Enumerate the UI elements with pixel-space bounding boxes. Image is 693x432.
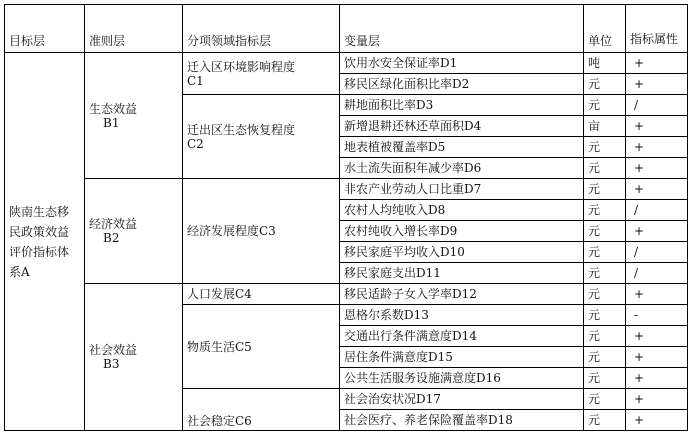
table-row — [5, 53, 688, 74]
header-criterion: 准则层 — [85, 5, 183, 53]
variable-cell: 耕地面积比率D3 — [340, 95, 584, 116]
criterion-label: 生态效益 — [89, 101, 138, 116]
criterion-label: 经济效益 — [89, 217, 138, 231]
unit-cell: 元 — [584, 389, 626, 410]
unit-cell: 元 — [584, 410, 626, 431]
attribute-cell: / — [626, 200, 688, 221]
sub-c5 — [183, 305, 340, 389]
unit-cell: 元 — [584, 368, 626, 389]
criterion-label: 社会效益 — [89, 343, 138, 357]
sub-label: 物质生活C5 — [187, 339, 252, 354]
unit-cell: 元 — [584, 179, 626, 200]
attribute-cell: - — [626, 305, 688, 326]
attribute-cell: + — [626, 389, 688, 410]
criterion-b1 — [85, 53, 183, 179]
unit-cell: 元 — [584, 263, 626, 284]
variable-cell: 公共生活服务设施满意度D16 — [340, 368, 584, 389]
attribute-cell: + — [626, 158, 688, 179]
attribute-cell: + — [626, 221, 688, 242]
attribute-cell: + — [626, 347, 688, 368]
variable-cell: 交通出行条件满意度D14 — [340, 326, 584, 347]
criterion-b2 — [85, 179, 183, 284]
unit-cell: 元 — [584, 284, 626, 305]
attribute-cell: / — [626, 263, 688, 284]
variable-cell: 社会治安状况D17 — [340, 389, 584, 410]
criterion-code: B3 — [103, 357, 120, 371]
attribute-cell: + — [626, 410, 688, 431]
variable-cell: 新增退耕还林还草面积D4 — [340, 116, 584, 137]
table-row — [5, 284, 688, 305]
header-variable: 变量层 — [340, 5, 584, 53]
unit-cell: 元 — [584, 221, 626, 242]
header-sub-indicator: 分项领域指标层 — [183, 5, 340, 53]
attribute-cell: / — [626, 95, 688, 116]
goal-cell: 陕南生态移民政策效益评价指标体系A — [5, 53, 85, 431]
header-unit: 单位 — [584, 5, 626, 53]
attribute-cell: + — [626, 368, 688, 389]
sub-c2 — [183, 95, 340, 179]
unit-cell: 元 — [584, 242, 626, 263]
variable-cell: 非农产业劳动人口比重D7 — [340, 179, 584, 200]
variable-cell: 饮用水安全保证率D1 — [340, 53, 584, 74]
sub-c4 — [183, 284, 340, 305]
attribute-cell: + — [626, 74, 688, 95]
header-goal: 目标层 — [5, 5, 85, 53]
variable-cell: 移民家庭平均收入D10 — [340, 242, 584, 263]
unit-cell: 吨 — [584, 53, 626, 74]
criterion-b3 — [85, 284, 183, 431]
sub-label: 迁出区生态恢复程度 — [187, 122, 296, 137]
attribute-cell: + — [626, 284, 688, 305]
unit-cell: 元 — [584, 74, 626, 95]
unit-cell: 元 — [584, 347, 626, 368]
sub-code: C1 — [187, 73, 204, 88]
attribute-cell: / — [626, 242, 688, 263]
variable-cell: 农村纯收入增长率D9 — [340, 221, 584, 242]
sub-c6 — [183, 389, 340, 431]
attribute-cell: + — [626, 53, 688, 74]
sub-label: 经济发展程度C3 — [187, 224, 276, 238]
unit-cell: 元 — [584, 158, 626, 179]
variable-cell: 移民区绿化面积比率D2 — [340, 74, 584, 95]
variable-cell: 水土流失面积年减少率D6 — [340, 158, 584, 179]
sub-code: C2 — [187, 136, 204, 151]
variable-cell: 农村人均纯收入D8 — [340, 200, 584, 221]
sub-c1 — [183, 53, 340, 95]
attribute-cell: + — [626, 116, 688, 137]
unit-cell: 元 — [584, 326, 626, 347]
table-row — [5, 179, 688, 200]
unit-cell: 元 — [584, 95, 626, 116]
header-row — [5, 5, 688, 53]
sub-label: 社会稳定C6 — [187, 414, 252, 428]
unit-cell: 元 — [584, 200, 626, 221]
variable-cell: 移民家庭支出D11 — [340, 263, 584, 284]
attribute-cell: + — [626, 179, 688, 200]
variable-cell: 地表植被覆盖率D5 — [340, 137, 584, 158]
unit-cell: 亩 — [584, 116, 626, 137]
variable-cell: 移民适龄子女入学率D12 — [340, 284, 584, 305]
criterion-code: B1 — [103, 115, 120, 130]
variable-cell: 恩格尔系数D13 — [340, 305, 584, 326]
variable-cell: 社会医疗、养老保险覆盖率D18 — [340, 410, 584, 431]
unit-cell: 元 — [584, 137, 626, 158]
criterion-code: B2 — [103, 231, 120, 245]
header-attribute: 指标属性 — [626, 5, 688, 53]
attribute-cell: + — [626, 326, 688, 347]
sub-label: 迁入区环境影响程度 — [187, 59, 296, 74]
sub-c3 — [183, 179, 340, 284]
sub-label: 人口发展C4 — [187, 287, 252, 301]
indicator-table — [4, 4, 688, 431]
attribute-cell: + — [626, 137, 688, 158]
unit-cell: 元 — [584, 305, 626, 326]
variable-cell: 居住条件满意度D15 — [340, 347, 584, 368]
